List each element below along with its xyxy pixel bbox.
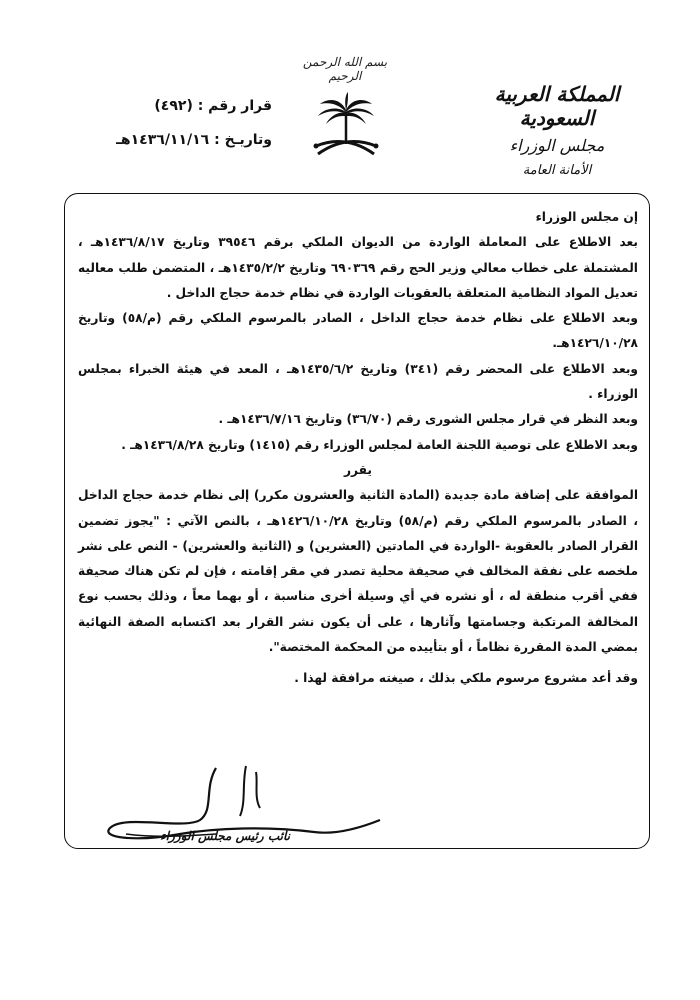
letterhead-issuer bbox=[462, 82, 652, 178]
decision-info bbox=[72, 98, 272, 166]
paragraph-closing: وقد أعد مشروع مرسوم ملكي بذلك ، صيغته مرافقة لهذا . bbox=[294, 671, 638, 686]
decides-heading: يقرر bbox=[344, 462, 372, 477]
saudi-emblem-palm-swords-icon bbox=[310, 92, 382, 166]
paragraph-minutes: وبعد الاطلاع على المحضر رقم (٣٤١) وتاريخ ١٤٣٥/٦/٢هـ ، المعد في هيئة الخبراء بمجلس الوزراء . bbox=[78, 361, 638, 402]
paragraph-committee: وبعد الاطلاع على توصية اللجنة العامة لمجلس الوزراء رقم (١٤١٥) وتاريخ ١٤٣٦/٨/٢٨هـ . bbox=[121, 437, 638, 452]
paragraph-royal-court: بعد الاطلاع على المعاملة الواردة من الديوان الملكي برقم ٣٩٥٤٦ وتاريخ ١٤٣٦/٨/١٧هـ ، المشتملة على خطاب معالي وزير الحج رقم ٦٩٠٣٦٩ وتاريخ ١٤٣٥/٢/٢هـ ، المتضمن طلب معاليه تعديل المواد النظامية المتعلقة بالعقوبات الواردة في نظام خدمة حجاج الداخل . bbox=[78, 235, 638, 300]
signature-mark bbox=[96, 758, 396, 858]
council-name: مجلس الوزراء bbox=[509, 136, 605, 155]
secretariat-name: الأمانة العامة bbox=[522, 163, 592, 178]
basmala: بسم الله الرحمن الرحيم bbox=[302, 55, 388, 83]
paragraph-system: وبعد الاطلاع على نظام خدمة حجاج الداخل ، الصادر بالمرسوم الملكي رقم (م/٥٨) وتاريخ ١٤٢٦/١٠/٢٨هـ. bbox=[78, 311, 639, 351]
signature-caption: نائب رئيس مجلس الوزراء bbox=[160, 829, 290, 843]
decision-body bbox=[78, 205, 638, 692]
paragraph-approval: الموافقة على إضافة مادة جديدة (المادة الثانية والعشرون مكرر) إلى نظام خدمة حجاج الداخل ، الصادر بالمرسوم الملكي رقم (م/٥٨) وتاريخ ١٤٢٦/١٠/٢٨هـ ، بالنص الآتي : "يجوز تضمين القرار الصادر بالعقوبة -الواردة في المادتين (العشرين) و (الثانية والعشرين) - النص على نشر ملخصه على نفقة المخالف في صحيفة محلية تصدر في مقر إقامته ، فإن لم تكن هناك صحيفة ففي أقرب منطقة له ، أو نشره في أي وسيلة أخرى مناسبة ، أو بهما معاً ، وذلك بحسب نوع المخالفة المرتكبة وجسامتها وآثارها ، على أن يكون نشر القرار بعد اكتسابه الصفة النهائية بمضي المدة المقررة نظاماً ، أو بتأييده من المحكمة المختصة". bbox=[78, 488, 638, 655]
kingdom-name: المملكة العربية السعودية bbox=[494, 82, 620, 130]
paragraph-shura: وبعد النظر في قرار مجلس الشورى رقم (٣٦/٧٠) وتاريخ ١٤٣٦/٧/١٦هـ . bbox=[218, 412, 638, 427]
decision-number: قرار رقم : (٤٩٢) bbox=[154, 98, 272, 114]
decision-date: وتاريـخ : ١٤٣٦/١١/١٦هـ bbox=[116, 132, 272, 148]
council-opening: إن مجلس الوزراء bbox=[535, 210, 638, 224]
